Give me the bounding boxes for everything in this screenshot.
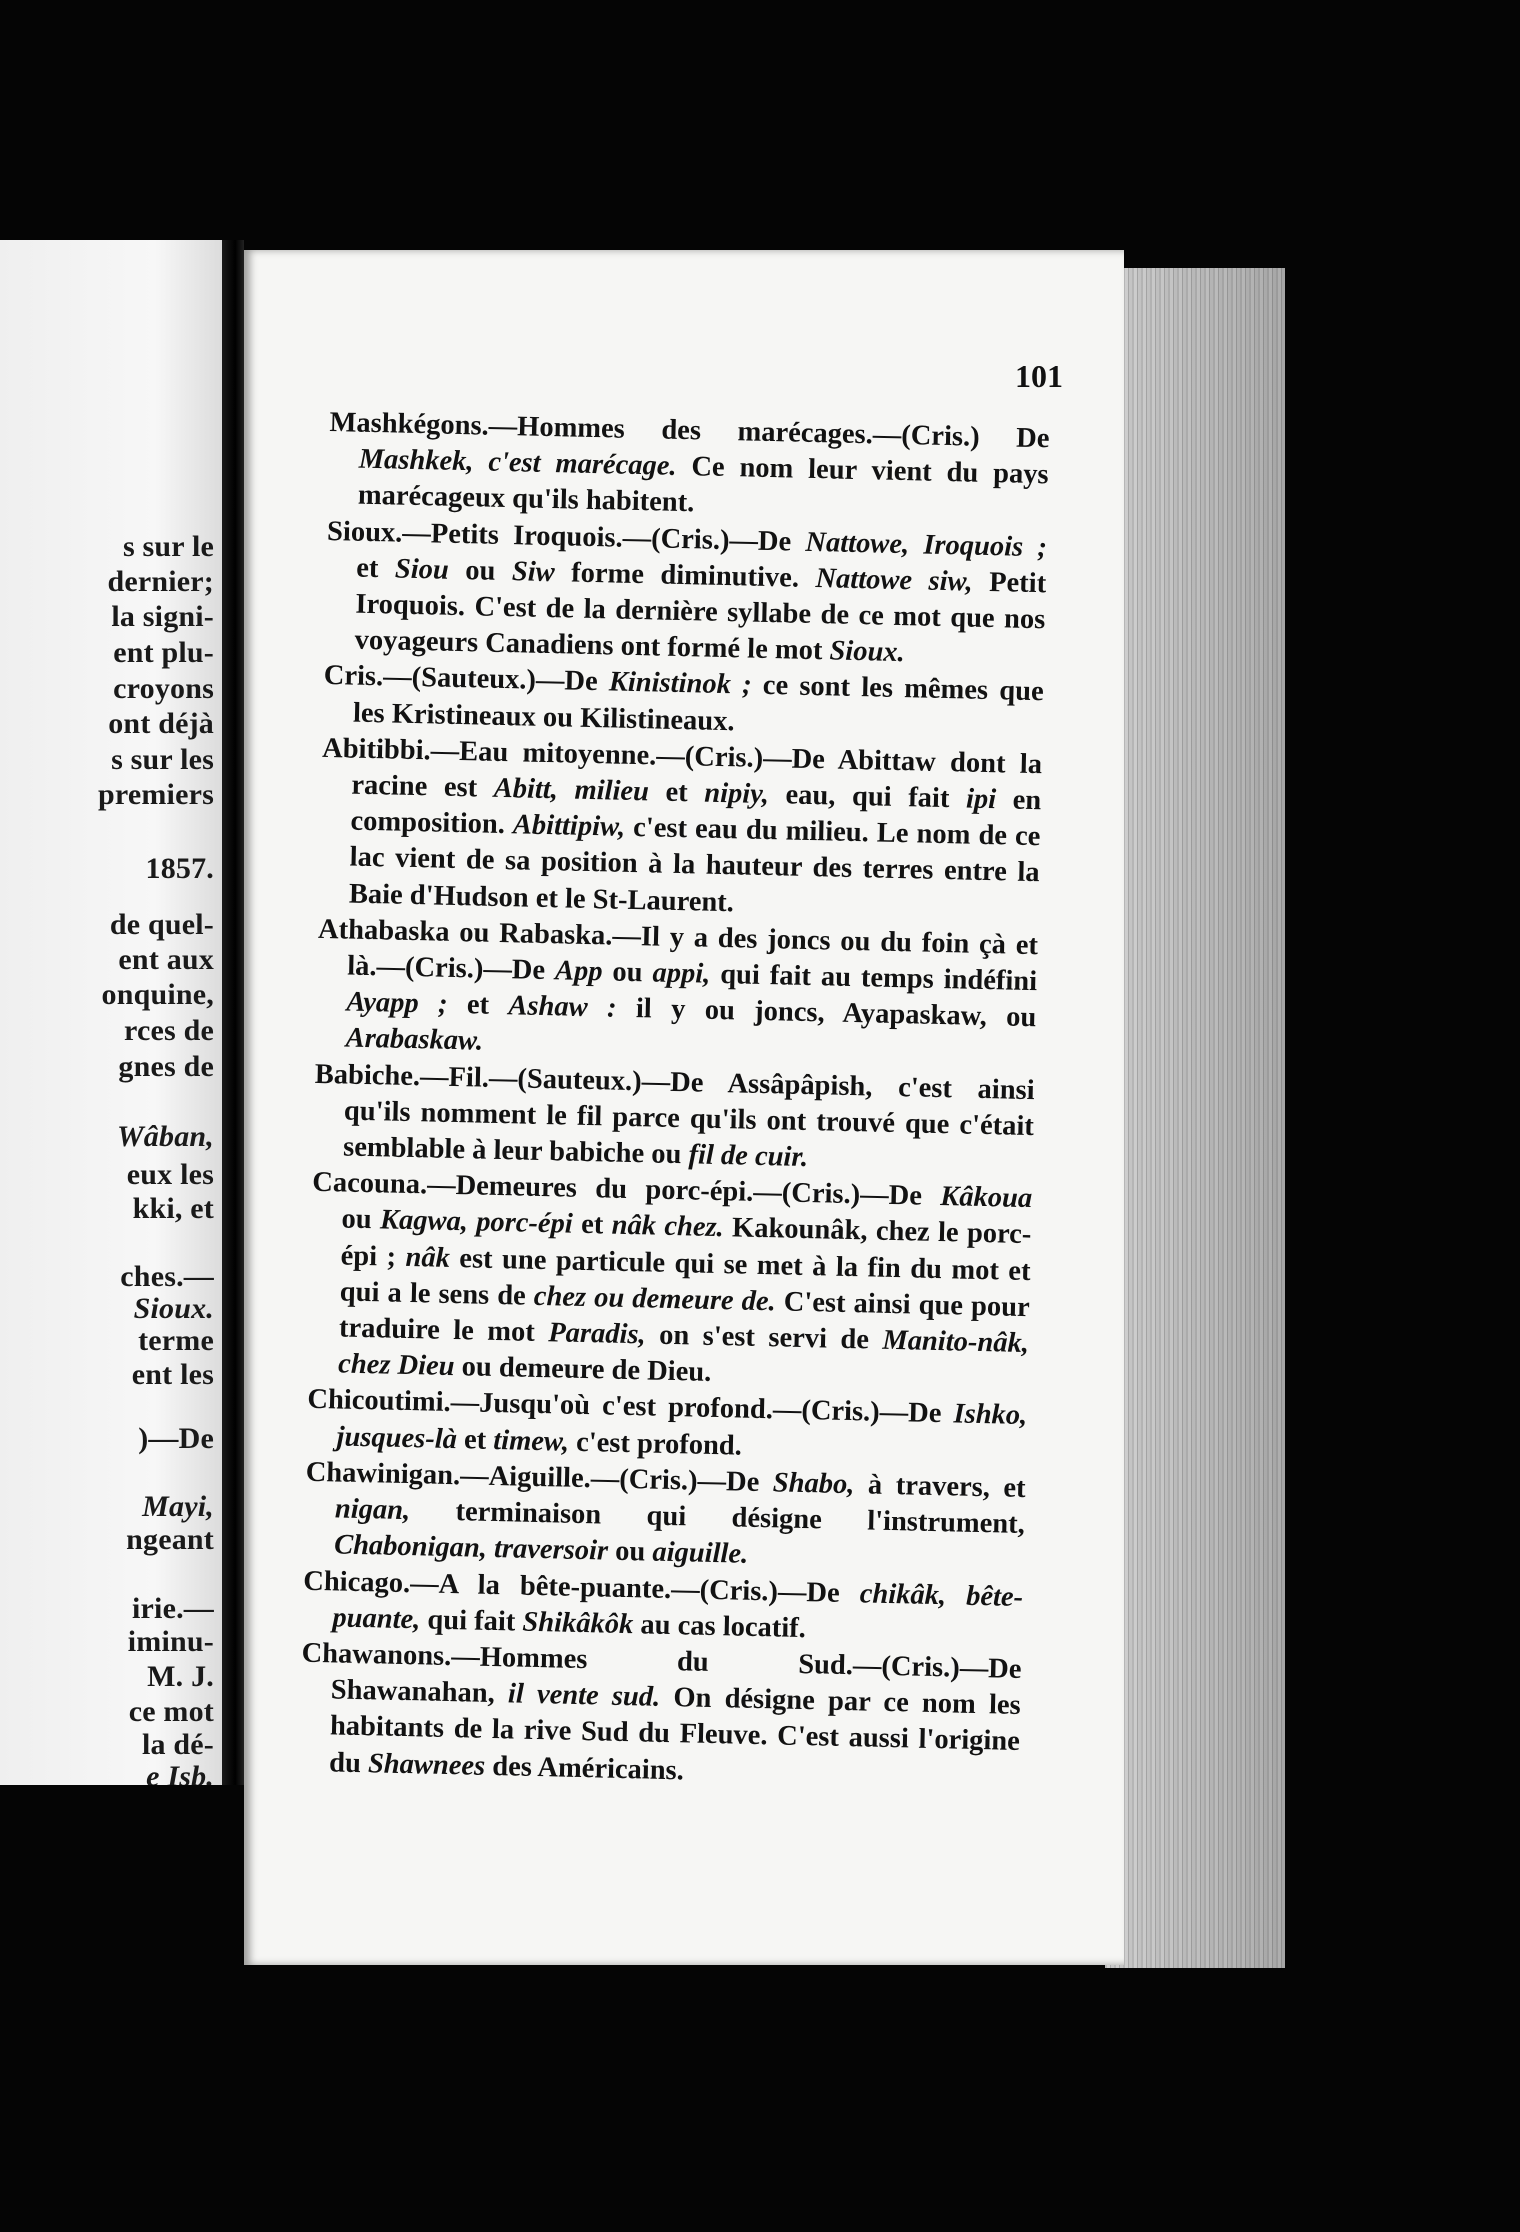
facing-page-line: eux les (126, 1158, 214, 1191)
entry-italic-text: timew, (492, 1424, 570, 1458)
entry-text: —Demeures du porc-épi.—(Cris.)—De (426, 1169, 941, 1213)
entry-headword: Chawinigan. (305, 1456, 461, 1492)
facing-page-line: irie.— (131, 1592, 214, 1625)
entry-italic-text: App (554, 955, 603, 988)
facing-page-line: Wâban, (116, 1120, 214, 1153)
facing-page-line: rces de (124, 1014, 214, 1047)
entry-text: Kakounâk, chez le porc-épi ; (340, 1212, 1032, 1273)
entry-text: il y ou joncs, Ayapaskaw, ou (616, 992, 1037, 1034)
entry-italic-text: Kinistinok ; (608, 666, 752, 702)
entry-text: eau, qui fait (768, 779, 967, 815)
facing-page-line: premiers (97, 778, 214, 811)
entry-italic-text: Kâkoua (939, 1181, 1033, 1215)
dictionary-entry (328, 405, 1050, 530)
entry-headword: Abitibbi. (321, 732, 432, 767)
entry-text: —Eau mitoyenne.—(Cris.)—De Abittaw dont la racine est (351, 735, 1043, 804)
entry-italic-text: Ishko, jusques-là (336, 1398, 1028, 1455)
entry-italic-text: Mashkek, c'est marécage. (358, 443, 677, 483)
entry-italic-text: appi, (652, 957, 711, 990)
entry-text: ou (607, 1535, 653, 1568)
entry-text: en composition. (350, 784, 1042, 841)
entry-text: et (456, 1423, 494, 1456)
entry-headword: Chicoutimi. (307, 1384, 452, 1419)
facing-page-line: e Isb. (146, 1760, 214, 1785)
entry-headword: Chawanons. (301, 1637, 452, 1672)
entry-italic-text: Chabonigan, traversoir (333, 1529, 609, 1567)
entry-italic-text: ipi (965, 783, 997, 816)
facing-page-line: M. J. (147, 1660, 214, 1693)
facing-page-line: ent aux (118, 943, 214, 976)
entry-text: On désigne par ce nom les habitants de la rive Sud du Fleuve. C'est aussi l'origine du (328, 1681, 1022, 1779)
entry-text: C'est ainsi que pour traduire le mot (338, 1286, 1031, 1349)
entry-headword: Babiche. (314, 1058, 421, 1092)
dictionary-entry (319, 731, 1043, 928)
entry-text: ou (602, 956, 653, 989)
entry-italic-text: Nattowe siw, (815, 562, 974, 598)
entry-headword: Mashkégons. (329, 406, 490, 442)
facing-page-line: Sioux. (133, 1292, 214, 1325)
entry-italic-text: Ashaw : (508, 990, 617, 1024)
entry-text: —Petits Iroquois.—(Cris.)—De (402, 517, 806, 558)
entry-text: —Fil.—(Sauteux.)—De Assâpâpish, c'est ainsi qu'ils nomment le fil parce qu'ils ont trouvé que c'était semblable à leur babiche ou (342, 1060, 1035, 1171)
dictionary-entry (308, 1165, 1033, 1398)
entry-italic-text: Arabaskaw. (345, 1022, 484, 1058)
entry-text: —Hommes des marécages.—(Cris.) De (488, 410, 1050, 455)
entry-italic-text: Siw (511, 555, 556, 588)
entry-text: des Américains. (484, 1750, 685, 1786)
facing-page-line: )—De (138, 1422, 214, 1455)
entry-italic-text: Abittipiw, (512, 809, 626, 844)
entry-italic-text: Ayapp ; (346, 986, 448, 1021)
entry-italic-text: Kagwa, porc-épi (379, 1204, 574, 1241)
entry-italic-text: aiguille. (652, 1536, 749, 1571)
page-text (299, 405, 1050, 1797)
entry-headword: Cacouna. (312, 1167, 428, 1201)
entry-italic-text: il vente sud. (507, 1678, 661, 1713)
entry-text: ou Rabaska.—Il y a des joncs ou du foin çà et là.—(Cris.)—De (346, 916, 1039, 987)
entry-text: et (572, 1209, 613, 1242)
entry-text: on s'est servi de (645, 1319, 883, 1356)
facing-page-line: la dé- (141, 1728, 214, 1761)
entry-text: forme diminutive. (554, 556, 816, 594)
entry-text: et (355, 552, 396, 585)
entry-italic-text: nâk (405, 1241, 451, 1274)
dictionary-entry (313, 1056, 1035, 1181)
facing-page-line: gnes de (118, 1050, 214, 1083)
facing-page-line: ngeant (126, 1523, 214, 1556)
facing-page-line: terme (138, 1324, 214, 1357)
entry-italic-text: fil de cuir. (688, 1139, 809, 1174)
facing-page-line: ce mot (128, 1695, 214, 1728)
entry-italic-text: chez ou demeure de. (533, 1280, 777, 1318)
facing-page-line: ent plu- (113, 636, 214, 669)
entry-italic-text: Manito-nâk, chez Dieu (337, 1324, 1030, 1383)
entry-italic-text: Shabo, (772, 1467, 855, 1501)
facing-page-line: kki, et (132, 1192, 214, 1225)
entry-text: —A la bête-puante.—(Cris.)—De (409, 1567, 861, 1609)
entry-text: —Aiguille.—(Cris.)—De (459, 1460, 774, 1499)
entry-headword: Sioux. (326, 515, 403, 549)
facing-page-line: ont déjà (108, 707, 214, 740)
entry-italic-text: Shikâkôk (522, 1606, 634, 1640)
entry-text: et (447, 989, 509, 1022)
entry-italic-text: Nattowe, Iroquois ; (805, 526, 1048, 563)
entry-text: au cas locatif. (632, 1608, 807, 1644)
facing-page-line: croyons (113, 672, 214, 705)
dictionary-entry (299, 1636, 1022, 1797)
dictionary-entry (324, 514, 1047, 675)
facing-page-line: 1857. (145, 852, 214, 885)
dictionary-entry (304, 1455, 1026, 1580)
book-gutter (222, 240, 244, 1785)
entry-text: ce sont les mêmes que les Kristineaux ou Kilistineaux. (352, 670, 1045, 737)
entry-text: c'est eau du milieu. Le nom de ce lac vient de sa position à la hauteur des terres entre la Baie d'Hudson et le St-Laurent. (348, 812, 1041, 918)
entry-headword: Cris. (323, 660, 384, 693)
facing-page-line: la signi- (111, 600, 214, 633)
dictionary-entry (315, 912, 1038, 1073)
entry-text: Petit Iroquois. C'est de la dernière syllabe de ce mot que nos voyageurs Canadiens ont formé le mot (354, 566, 1047, 667)
facing-page-line: Mayi, (142, 1490, 214, 1523)
entry-text: —Jusqu'où c'est profond.—(Cris.)—De (450, 1387, 954, 1430)
entry-text: terminaison qui désigne l'instrument, (409, 1495, 1026, 1541)
entry-text: à travers, et (854, 1469, 1026, 1504)
facing-page-line: s sur le (122, 530, 214, 563)
page-number: 101 (1015, 358, 1063, 394)
facing-page-line: de quel- (109, 908, 214, 941)
entry-headword: Athabaska (317, 913, 450, 948)
facing-page-line: dernier; (107, 565, 214, 598)
entry-text: c'est profond. (568, 1426, 743, 1462)
entry-text: et (648, 776, 705, 809)
entry-text: qui fait (420, 1604, 523, 1638)
facing-page-line: s sur les (111, 743, 214, 776)
entry-text: ou demeure de Dieu. (454, 1351, 712, 1389)
facing-page-line: ches.— (120, 1260, 214, 1293)
facing-page (0, 240, 222, 1785)
entry-italic-text: Abitt, milieu (493, 772, 650, 808)
facing-page-line: ent les (131, 1358, 214, 1391)
page-block-shade (1105, 268, 1285, 1968)
entry-text: ou (448, 554, 513, 587)
entry-italic-text: nigan, (334, 1493, 411, 1527)
entry-italic-text: Siou (394, 553, 450, 586)
entry-headword: Chicago. (302, 1565, 411, 1599)
entry-text: Ce nom leur vient du pays marécageux qu'ils habitent. (357, 451, 1049, 519)
entry-italic-text: Shawnees (367, 1747, 486, 1782)
entry-text: —Hommes du Sud.—(Cris.)—De Shawanahan, (330, 1640, 1022, 1710)
entry-italic-text: Sioux. (829, 635, 906, 669)
entry-text: qui fait au temps indéfini (709, 958, 1038, 998)
entry-text: —(Sauteux.)—De (382, 661, 610, 698)
entry-italic-text: nâk chez. (611, 1210, 725, 1244)
entry-text: est une particule qui se met à la fin du mot et qui a le sens de (339, 1242, 1031, 1312)
facing-page-line: iminu- (127, 1625, 214, 1658)
entry-text: ou (341, 1203, 381, 1236)
entry-italic-text: Paradis, (547, 1317, 647, 1351)
facing-page-line: onquine, (101, 978, 214, 1011)
entry-italic-text: chikâk, bête-puante, (332, 1577, 1024, 1636)
entry-italic-text: nipiy, (703, 777, 770, 811)
